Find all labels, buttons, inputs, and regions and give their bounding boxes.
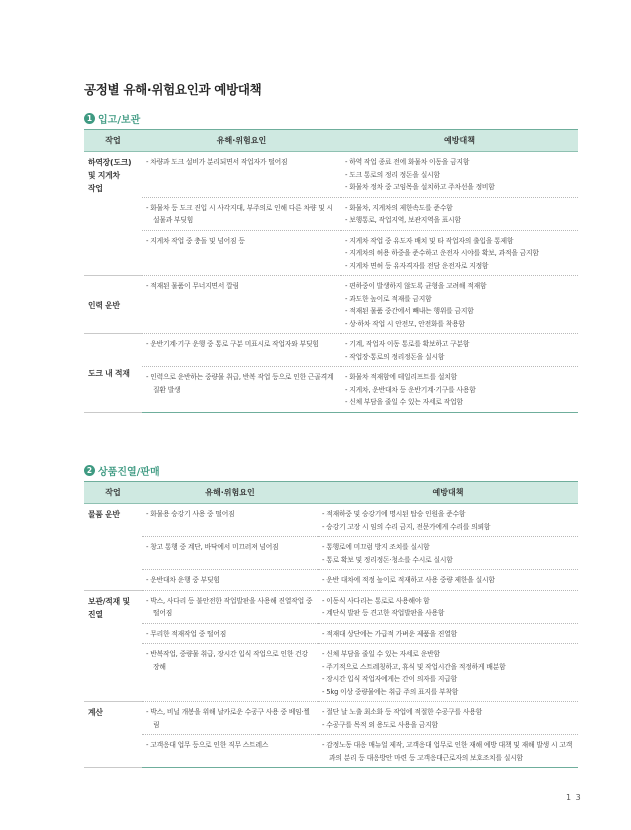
hazard-table-storage xyxy=(84,129,578,413)
hazard-cell xyxy=(142,334,341,367)
task-cell xyxy=(84,334,142,413)
hazard-cell xyxy=(142,276,341,334)
prevention-cell xyxy=(341,152,578,198)
hazard-item: - 운반대차 운행 중 부딪힘 xyxy=(146,574,314,587)
prevention-item: - 보행통로, 작업지역, 보관지역을 표시함 xyxy=(345,214,574,227)
hazard-item: - 화물용 승강기 사용 중 떨어짐 xyxy=(146,508,314,521)
page-title: 공정별 유해·위험요인과 예방대책 xyxy=(84,82,262,97)
prevention-item: - 편하중이 발생하지 않도록 균형을 고려해 적재함 xyxy=(345,280,574,293)
task-label: 진열 xyxy=(88,609,103,619)
hazard-cell xyxy=(142,623,318,644)
prevention-item: - 통로 확보 및 정리정돈·청소를 수시로 실시함 xyxy=(322,554,574,567)
prevention-cell xyxy=(318,504,578,537)
hazard-cell xyxy=(142,590,318,623)
hazard-item: - 적재된 물품이 무너지면서 깔림 xyxy=(146,280,337,293)
hazard-item: - 고객응대 업무 등으로 인한 직무 스트레스 xyxy=(146,739,314,752)
prevention-item: - 이동식 사다리는 통로로 사용해야 함 xyxy=(322,595,574,608)
prevention-item: - 지게차 면허 등 유자격자를 전담 운전자로 지정함 xyxy=(345,260,574,273)
task-label: 및 지게차 xyxy=(88,171,120,180)
hazard-cell xyxy=(142,504,318,537)
table-row xyxy=(84,152,578,198)
task-label: 인력 운반 xyxy=(88,300,120,310)
prevention-item: - 도크 통로의 정리 정돈을 실시함 xyxy=(345,169,574,182)
task-label: 도크 내 적재 xyxy=(88,368,130,378)
task-label: 하역장(도크) xyxy=(88,158,132,167)
hazard-cell xyxy=(142,230,341,276)
header-task: 작업 xyxy=(84,482,142,504)
hazard-cell xyxy=(142,702,318,735)
table-row xyxy=(84,570,578,591)
prevention-cell xyxy=(341,230,578,276)
header-hazard: 유해·위험요인 xyxy=(142,482,318,504)
prevention-item: - 주기적으로 스트레칭하고, 휴식 및 작업시간을 적정하게 배분함 xyxy=(322,661,574,674)
table-row xyxy=(84,702,578,735)
prevention-item: - 5kg 이상 중량물에는 취급 주의 표지를 부착함 xyxy=(322,686,574,699)
section-heading-2 xyxy=(84,463,160,478)
page-number: 1 3 xyxy=(566,793,582,802)
prevention-item: - 감정노동 대응 매뉴얼 제작, 고객응대 업무로 인한 재해 예방 대책 및 재해 발생 시 고객과의 분리 등 대응방안 마련 등 고객응대근로자의 보호조치를 실시함 xyxy=(322,739,574,764)
hazard-cell xyxy=(142,367,341,413)
task-label: 물품 운반 xyxy=(88,510,120,519)
table-row xyxy=(84,367,578,413)
prevention-cell xyxy=(341,367,578,413)
table-row xyxy=(84,644,578,702)
header-prevention: 예방대책 xyxy=(341,130,578,152)
hazard-item: - 인력으로 운반하는 중량물 취급, 반복 작업 등으로 인한 근골격계 질환 발생 xyxy=(146,371,337,396)
task-cell xyxy=(84,504,142,591)
prevention-cell xyxy=(318,590,578,623)
prevention-item: - 지게차의 허용 하중을 준수하고 운전자 시야를 확보, 과적을 금지함 xyxy=(345,247,574,260)
prevention-item: - 화물차 적재함에 테일리프트를 설치함 xyxy=(345,371,574,384)
task-label: 작업 xyxy=(88,184,103,193)
prevention-cell xyxy=(318,702,578,735)
prevention-item: - 승강기 고장 시 임의 수리 금지, 전문가에게 수리를 의뢰함 xyxy=(322,521,574,534)
prevention-cell xyxy=(318,735,578,768)
hazard-cell xyxy=(142,197,341,230)
hazard-table-display-sales xyxy=(84,481,578,768)
table-row xyxy=(84,230,578,276)
hazard-item: - 박스, 비닐 개봉을 위해 날카로운 수공구 사용 중 베임·찔림 xyxy=(146,706,314,731)
prevention-item: - 적재대 상단에는 가급적 가벼운 제품을 진열함 xyxy=(322,628,574,641)
hazard-item: - 창고 통행 중 계단, 바닥에서 미끄러져 넘어짐 xyxy=(146,541,314,554)
prevention-item: - 통행로에 미끄럼 방지 조치를 실시함 xyxy=(322,541,574,554)
table-row xyxy=(84,334,578,367)
hazard-item: - 차량과 도크 설비가 분리되면서 작업자가 떨어짐 xyxy=(146,156,337,169)
hazard-item: - 박스, 사다리 등 불안전한 작업발판을 사용해 진열작업 중 떨어짐 xyxy=(146,595,314,620)
hazard-item: - 지게차 작업 중 충돌 및 넘어짐 등 xyxy=(146,235,337,248)
prevention-item: - 화물차, 지게차의 제한속도를 준수함 xyxy=(345,202,574,215)
table-row xyxy=(84,735,578,768)
prevention-cell xyxy=(318,644,578,702)
table-row xyxy=(84,504,578,537)
prevention-item: - 운반 대차에 적정 높이로 적재하고 사용 중량 제한을 실시함 xyxy=(322,574,574,587)
hazard-cell xyxy=(142,735,318,768)
table-row xyxy=(84,623,578,644)
section-number-badge: 1 xyxy=(84,113,95,124)
task-cell xyxy=(84,590,142,702)
task-cell xyxy=(84,276,142,334)
section-title: 상품진열/판매 xyxy=(98,467,160,478)
task-label: 보관/적재 및 xyxy=(88,596,130,606)
task-cell xyxy=(84,152,142,276)
prevention-item: - 신체 부담을 줄일 수 있는 자세로 운반함 xyxy=(322,648,574,661)
prevention-item: - 수공구를 목적 외 용도로 사용을 금지함 xyxy=(322,719,574,732)
prevention-cell xyxy=(318,537,578,570)
prevention-item: - 적재된 물품 중간에서 빼내는 행위를 금지함 xyxy=(345,305,574,318)
table-row xyxy=(84,590,578,623)
table-row xyxy=(84,537,578,570)
section-heading-1 xyxy=(84,111,140,126)
prevention-item: - 기계, 작업자 이동 통로를 확보하고 구분함 xyxy=(345,338,574,351)
prevention-item: - 화물차 정차 중 고임목을 설치하고 주차선을 정비함 xyxy=(345,181,574,194)
prevention-cell xyxy=(341,197,578,230)
header-prevention: 예방대책 xyxy=(318,482,578,504)
prevention-cell xyxy=(318,570,578,591)
table-row xyxy=(84,276,578,334)
prevention-item: - 신체 부담을 줄일 수 있는 자세로 작업함 xyxy=(345,396,574,409)
prevention-item: - 과도한 높이로 적재를 금지함 xyxy=(345,293,574,306)
prevention-item: - 적재하중 및 승강기에 명시된 탑승 인원을 준수함 xyxy=(322,508,574,521)
prevention-cell xyxy=(341,334,578,367)
hazard-item: - 반복작업, 중량물 취급, 장시간 입식 작업으로 인한 건강장해 xyxy=(146,648,314,673)
prevention-item: - 하역 작업 종료 전에 화물차 이동을 금지함 xyxy=(345,156,574,169)
prevention-item: - 상·하차 작업 시 안전모, 안전화를 착용함 xyxy=(345,318,574,331)
hazard-cell xyxy=(142,152,341,198)
prevention-item: - 지게차, 운반대차 등 운반기계·기구를 사용함 xyxy=(345,384,574,397)
prevention-item: - 지게차 작업 중 유도자 배치 및 타 작업자의 출입을 통제함 xyxy=(345,235,574,248)
prevention-item: - 절단 날 노출 최소화 등 작업에 적절한 수공구를 사용함 xyxy=(322,706,574,719)
header-task: 작업 xyxy=(84,130,142,152)
task-label: 계산 xyxy=(88,708,103,717)
prevention-item: - 작업장·통로의 정리정돈을 실시함 xyxy=(345,351,574,364)
hazard-cell xyxy=(142,570,318,591)
prevention-item: - 계단식 발판 등 견고한 작업발판을 사용함 xyxy=(322,607,574,620)
section-number-badge: 2 xyxy=(84,465,95,476)
prevention-cell xyxy=(318,623,578,644)
task-cell xyxy=(84,702,142,768)
header-hazard: 유해·위험요인 xyxy=(142,130,341,152)
prevention-cell xyxy=(341,276,578,334)
prevention-item: - 장시간 입식 작업자에게는 간이 의자를 지급함 xyxy=(322,673,574,686)
section-title: 입고/보관 xyxy=(98,115,141,126)
table-row xyxy=(84,197,578,230)
hazard-cell xyxy=(142,644,318,702)
hazard-item: - 운반기계·기구 운행 중 통로 구분 미표시로 작업자와 부딪힘 xyxy=(146,338,337,351)
hazard-cell xyxy=(142,537,318,570)
hazard-item: - 화물차 등 도크 진입 시 사각지대, 부주의로 인해 다른 차량 및 시설물과 부딪힘 xyxy=(146,202,337,227)
hazard-item: - 무리한 적재작업 중 떨어짐 xyxy=(146,628,314,641)
